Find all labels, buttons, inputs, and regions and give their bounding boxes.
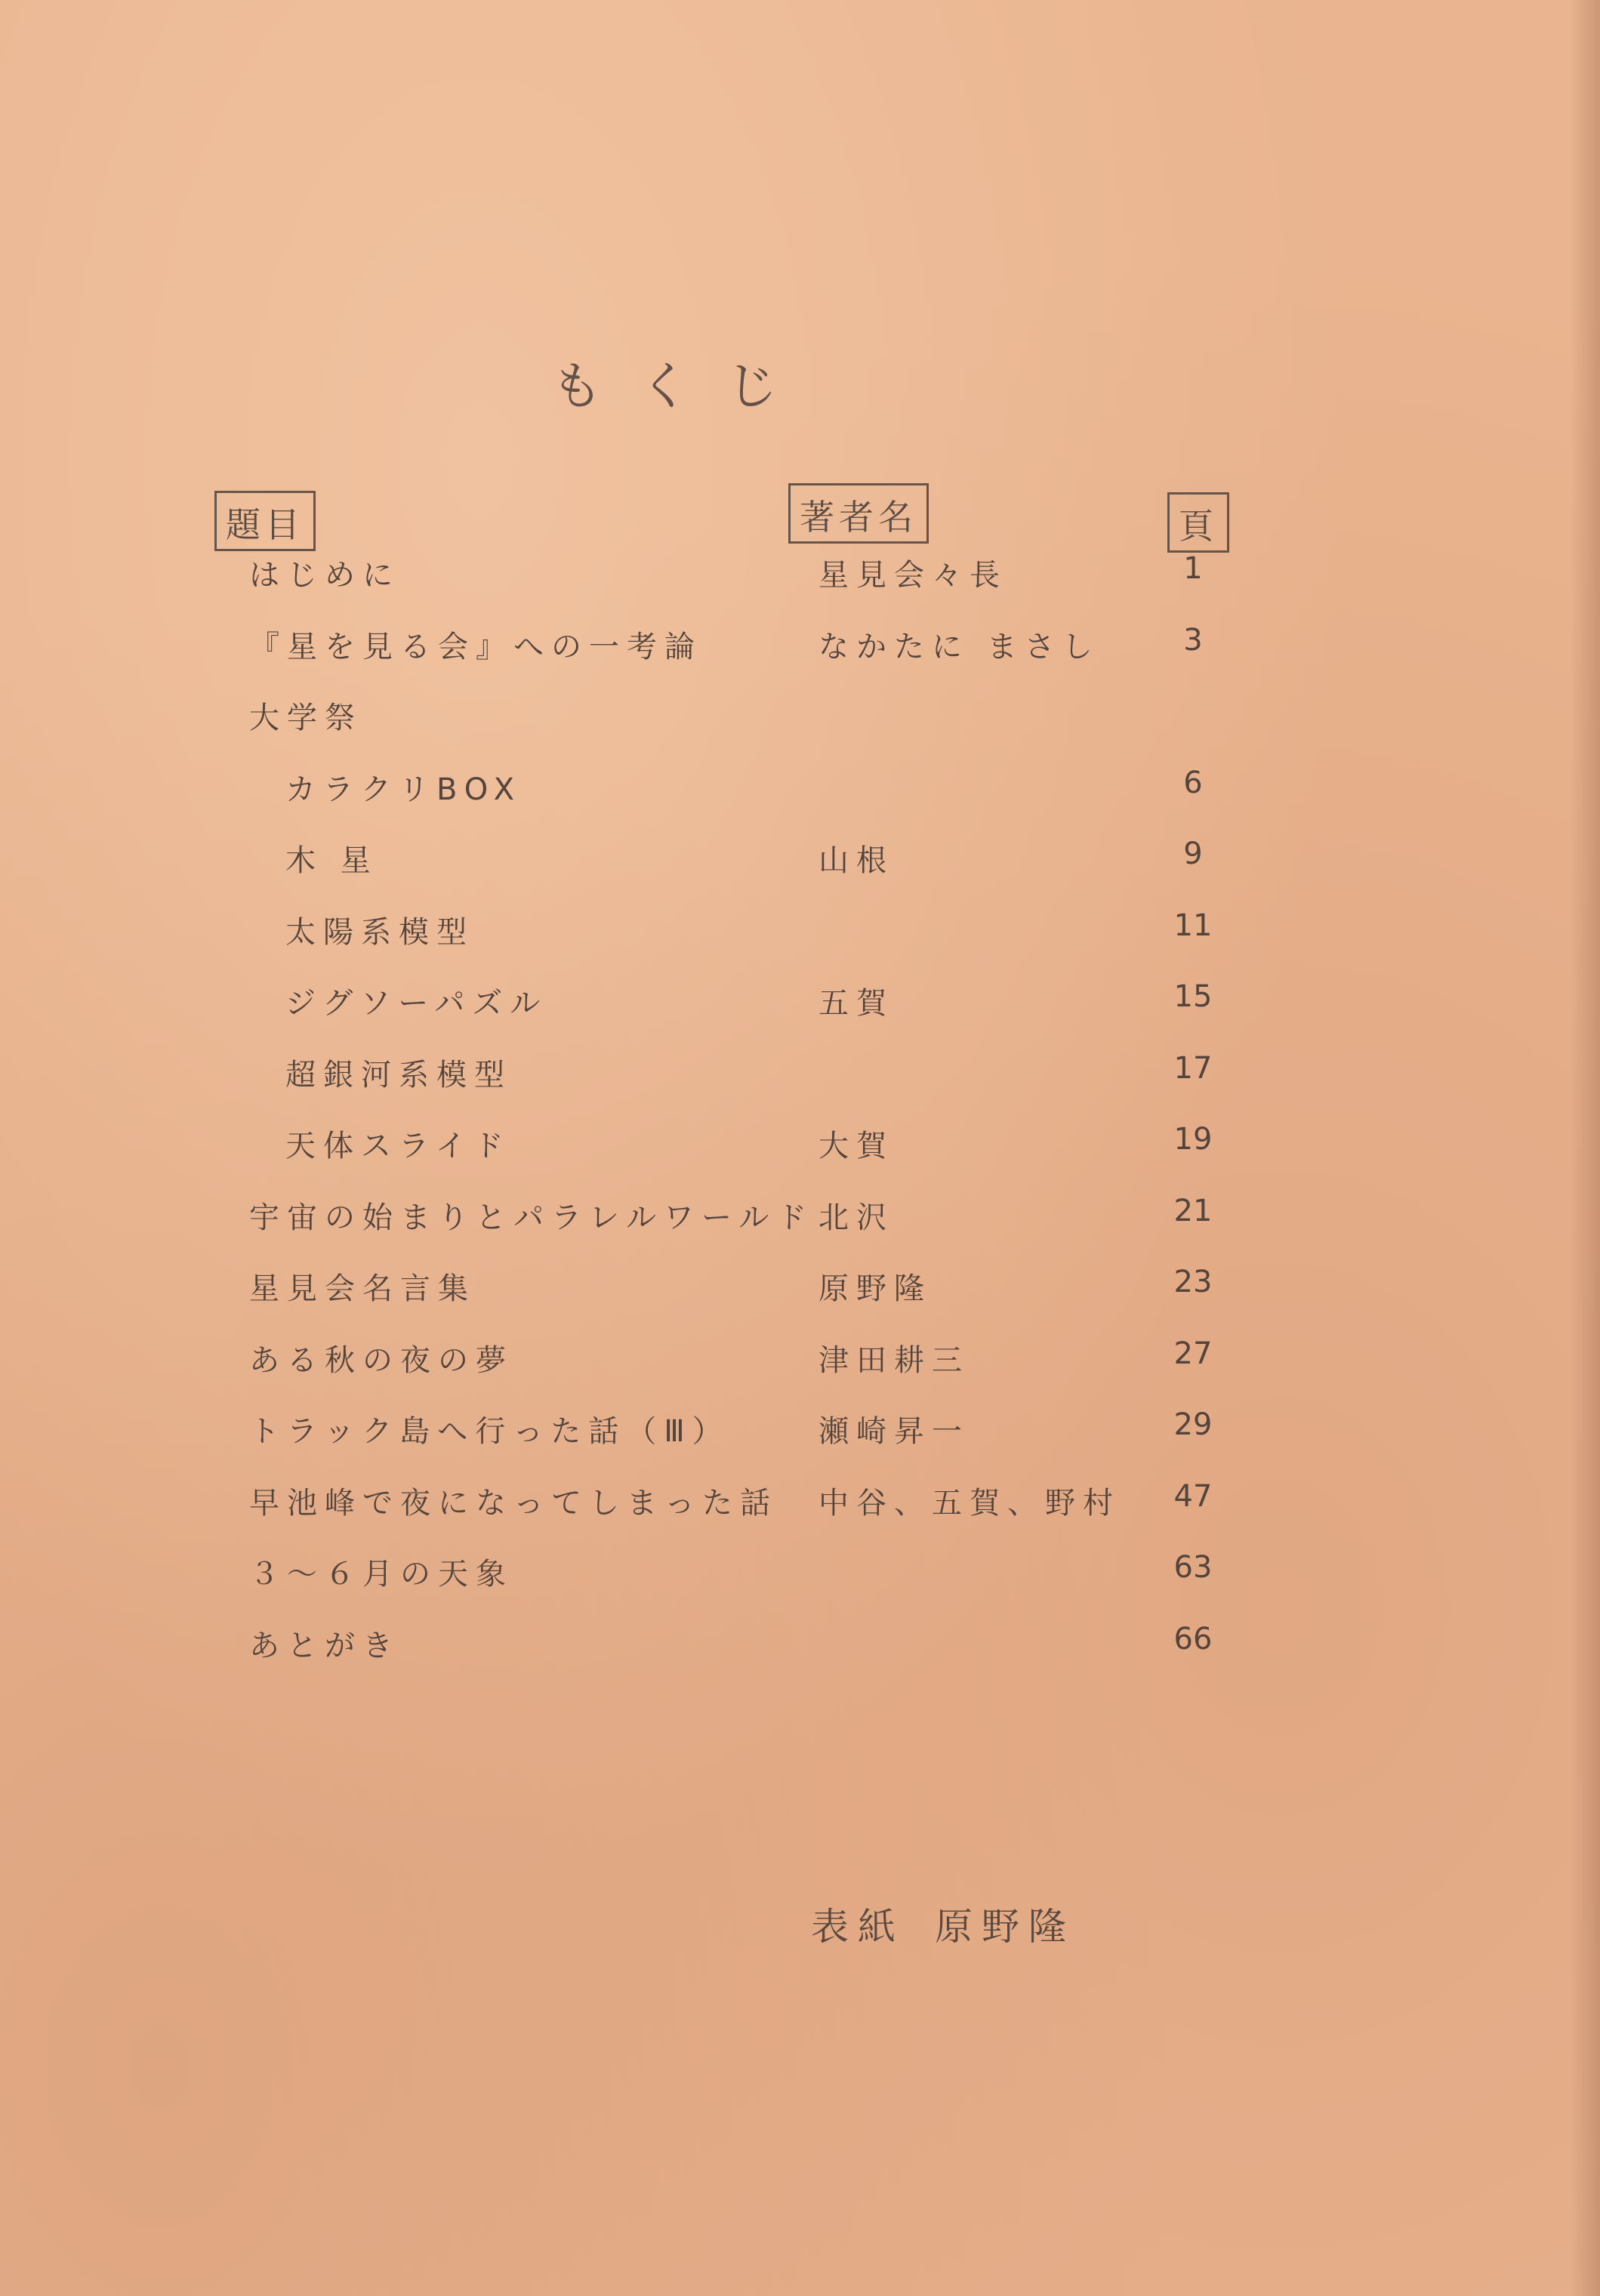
cover-credit-name: 原野隆 — [935, 1905, 1075, 1949]
toc-entry-title: カラクリBOX — [285, 772, 523, 807]
cover-credit — [811, 1897, 1075, 1951]
toc-entry-page: 27 — [1173, 1336, 1213, 1371]
toc-entry-title: 大学祭 — [249, 701, 362, 735]
cover-credit-label: 表紙 — [811, 1905, 905, 1949]
column-header-author: 著者名 — [788, 483, 929, 544]
toc-entry-author: 五賀 — [818, 986, 894, 1021]
toc-entry-page: 17 — [1173, 1051, 1213, 1086]
toc-entry-page: 19 — [1173, 1122, 1213, 1157]
toc-entry-title: あとがき — [249, 1629, 400, 1663]
toc-entry-title: 早池峰で夜になってしまった話 — [249, 1486, 778, 1521]
page-title: もくじ — [551, 357, 815, 417]
toc-entry-author: 瀬崎昇一 — [818, 1414, 970, 1449]
column-header-title: 題目 — [214, 491, 316, 551]
toc-entry-author: 中谷、五賀、野村 — [818, 1486, 1121, 1521]
toc-entry-title: 天体スライド — [285, 1129, 511, 1163]
toc-entry-author: なかたに まさし — [818, 630, 1100, 664]
toc-entry-author: 北沢 — [818, 1200, 894, 1235]
toc-entry-page: 6 — [1183, 766, 1203, 800]
toc-entry-page: 21 — [1173, 1194, 1213, 1228]
toc-entry-author: 星見会々長 — [818, 558, 1007, 593]
toc-entry-title: トラック島へ行った話（Ⅲ） — [249, 1414, 730, 1449]
toc-entry-page: 47 — [1173, 1479, 1213, 1514]
column-header-page: 頁 — [1167, 492, 1229, 553]
toc-entry-author: 津田耕三 — [818, 1343, 970, 1378]
toc-entry-page: 29 — [1173, 1407, 1213, 1442]
toc-entry-page: 9 — [1183, 837, 1203, 871]
toc-entry-title: 『星を見る会』への一考論 — [249, 630, 702, 664]
toc-entry-title: 超銀河系模型 — [285, 1058, 512, 1093]
toc-entry-page: 1 — [1183, 551, 1203, 586]
toc-entry-title: 木 星 — [285, 843, 378, 878]
toc-entry-title: ジグソーパズル — [285, 986, 548, 1021]
toc-entry-title: はじめに — [249, 558, 400, 593]
toc-entry-page: 66 — [1173, 1622, 1213, 1657]
toc-entry-author: 山根 — [818, 843, 894, 878]
toc-entry-title: ３～６月の天象 — [249, 1557, 513, 1592]
toc-entry-author: 大賀 — [818, 1129, 894, 1163]
toc-entry-page: 3 — [1183, 623, 1203, 658]
toc-entry-title: 宇宙の始まりとパラレルワールド — [249, 1200, 815, 1235]
toc-entry-page: 23 — [1173, 1265, 1213, 1299]
toc-entry-title: 星見会名言集 — [249, 1271, 476, 1306]
toc-entry-page: 63 — [1173, 1550, 1213, 1585]
toc-entry-page: 11 — [1173, 908, 1213, 943]
toc-entry-page: 15 — [1173, 979, 1213, 1014]
toc-entry-title: 太陽系模型 — [285, 915, 474, 950]
toc-entry-author: 原野隆 — [818, 1271, 932, 1306]
paper-edge-shadow — [1570, 0, 1600, 2296]
toc-entry-title: ある秋の夜の夢 — [249, 1343, 513, 1378]
